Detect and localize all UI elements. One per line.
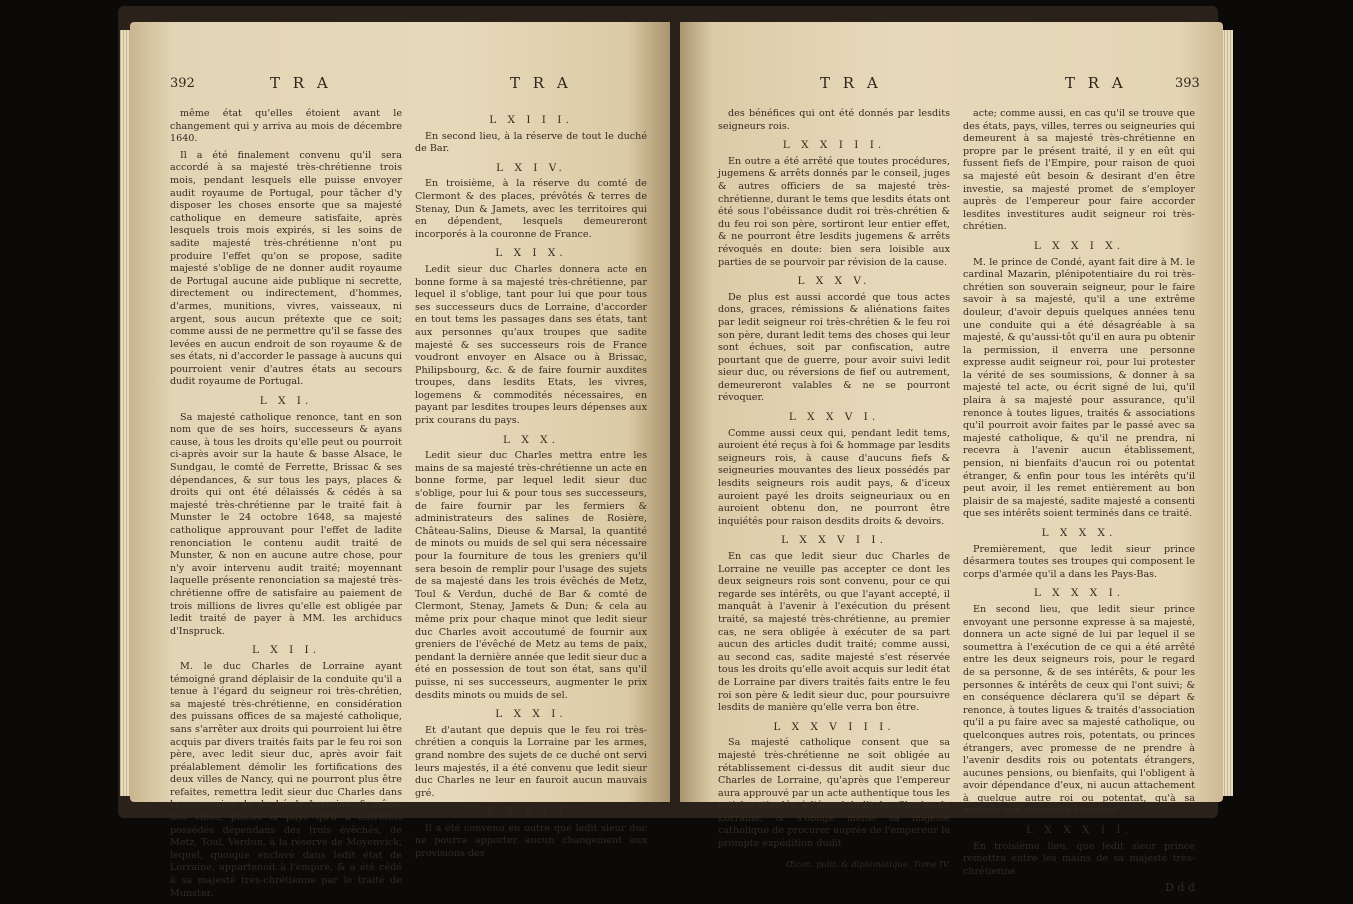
article-heading: L X X X. — [1041, 527, 1117, 539]
running-head: T R A — [820, 74, 882, 92]
paragraph: M. le duc Charles de Lorraine ayant témoigné grand déplaisir de la conduite qu'il a tenue à l'égard du seigneur roi très-chrétien, sa majesté très-chrétienne, en considération des puissans offices de sa majesté catholique, sans s'arrêter aux droits qui pourroient lui être acquis par divers traités faits par le feu roi son père, avec ledit sieur duc, après avoir fait préalablement démolir les fortifications des deux villes de Nancy, qui ne pourront plus être refaites, remettra ledit sieur duc Charles dans la possession du duché de Lorraine, & même des villes, places & pays qu'il a autrefois possédés dépendans des trois évêchés, de Metz, Toul, Verdun, à la réserve de Moyenvick, lequel, quoique enclavé dans ledit état de Lorraine, appartenoit à l'empire, & a été cédé à sa majesté très-chrétienne par le traité de Munster. — [170, 660, 402, 899]
page-number: 392 — [170, 76, 195, 91]
right-column-1 — [718, 108, 950, 871]
article-heading: L X X X I. — [1033, 587, 1125, 600]
paragraph: Sa majesté catholique consent que sa majesté très-chrétienne ne soit obligée au rétablissement ci-dessus dit audit sieur duc Charles de Lorraine, qu'après que l'empereur aura approuvé par un acte authentique tous les articles stipulés, à l'égard dudit duc Charles de Lorraine; & s'oblige même sa majesté catholique de procurer auprès de l'empereur la prompte expédition dudit — [718, 737, 950, 850]
article-heading: L X X I I. — [487, 806, 575, 819]
paragraph: des bénéfices qui ont été donnés par lesdits seigneurs rois. — [718, 108, 950, 132]
footnote: Œcon. polit. & diplomatique. Tome IV. — [785, 859, 950, 870]
paragraph: M. le prince de Condé, ayant fait dire à M. le cardinal Mazarin, plénipotentiaire du roi très-chrétien son souverain seigneur, pour le faire savoir à sa majesté, qu'il a une extrême douleur, d'avoir depuis quelques années tenu une conduite qui a été désagréable à sa majesté, & qu'aussi-tôt qu'il en aura pu obtenir la permission, il enverra une personne expresse audit seigneur roi, pour lui protester la vérité de ses soumissions, & donner à sa majesté tel acte, ou écrit signé de lui, qu'il plaira à sa majesté pour assurance, qu'il renonce à toutes ligues, traités & associations qu'il pourroit avoir faites par le passé avec sa majesté catholique, & qu'il ne prendra, ni recevra à l'avenir aucun établissement, pension, ni bienfaits d'aucun roi ou potentat étranger, & enfin pour tous les intérêts qu'il peut avoir, il les remet entièrement au bon plaisir de sa majesté, sadite majesté a consenti que ses intérêts soient terminés dans ce traité. — [963, 256, 1195, 520]
paragraph: Comme aussi ceux qui, pendant ledit tems, auroient été reçus à foi & hommage par lesdits seigneurs rois, à cause d'aucuns fiefs & seigneuries mouvantes des lieux possédés par lesdits seigneurs rois audit pays, & d'iceux auroient payé les droits seigneuriaux ou en auroient obtenu don, ne pourront être inquiétés pour raison desdits droits & devoirs. — [718, 427, 950, 527]
article-heading: L X I I I. — [489, 114, 573, 126]
running-head-col2: T R A — [510, 74, 572, 92]
article-heading: L X X V I I. — [781, 534, 887, 547]
right-column-2 — [963, 108, 1195, 895]
article-heading: L X X X I I. — [1026, 824, 1132, 837]
article-heading: L X X I X. — [1033, 239, 1125, 252]
section-body — [170, 108, 402, 389]
paragraph: Premièrement, que ledit sieur prince désarmera toutes ses troupes qui composent le corps d'armée qu'il a dans les Pays-Bas. — [963, 543, 1195, 580]
paragraph: Ledit sieur duc Charles mettra entre les mains de sa majesté très-chrétienne un acte en bonne forme, par lequel ledit sieur duc s'oblige, pour lui & pour tous ses successeurs, de faire fournir par les fermiers & administrateurs des salines de Rosière, Château-Salins, Dieuse & Marsal, la quantité de minots ou muids de sel qui sera nécessaire pour la fourniture de tous les greniers qu'il sera besoin de remplir pour l'usage des sujets de sa majesté dans les trois évêchés de Metz, Toul & Verdun, duché de Bar & comté de Clermont, Stenay, Jamets & Dun; & cela au même prix pour chaque minot que ledit sieur duc Charles avoit accoutumé de fournir aux greniers de l'évêché de Metz au tems de paix, pendant la dernière année que ledit sieur duc a été en possession de tout son état, sans qu'il puisse, ni ses successeurs, augmenter le prix desdits minots ou muids de sel. — [415, 450, 647, 701]
running-head-col2: T R A — [1065, 74, 1127, 92]
paragraph: En second lieu, que ledit sieur prince envoyant une personne expresse à sa majesté, donnera un acte signé de lui par lequel il se soumettra à l'exécution de ce qui a été arrêté entre les deux seigneurs rois, pour le regard de sa personne, & de ses intérêts, & pour les personnes & intérêts de ceux qui l'ont suivi; & en conséquence déclarera qu'il se départ & renonce, à toutes ligues & traités d'association qu'il a pu faire avec sa majesté catholique, ou quelconques autres rois, potentats, ou princes étrangers, avec promesse de ne prendre à l'avenir desdits rois ou potentats étrangers, aucunes pensions, ou bienfaits, qui l'obligent à avoir dépendance d'eux, ni aucun attachement à quelque autre roi ou potentat, qu'à sa majesté son souverain seigneur. — [963, 603, 1195, 817]
paragraph: En outre a été arrêté que toutes procédures, jugemens & arrêts donnés par le conseil, juges & autres officiers de sa majesté très-chrétienne, durant le tems que lesdits états ont été sous l'obéissance dudit roi très-chrétien & du feu roi son père, sortiront leur entier effet, & ne pourront être lesdits jugemens & arrêts révoqués en doute: bien sera loisible aux parties de se pourvoir par révision de la cause. — [718, 155, 950, 268]
article-heading: L X X I. — [495, 708, 567, 721]
paragraph: En troisième, à la réserve du comté de Clermont & des places, prévôtés & terres de Stenay, Dun & Jamets, avec les territoires qui en dépendent, lesquels demeureront incorporés à la couronne de France. — [415, 178, 647, 240]
article-heading: L X X V I I I. — [773, 720, 895, 733]
paragraph: Ledit sieur duc Charles donnera acte en bonne forme à sa majesté très-chrétienne, par lequel il s'oblige, tant pour lui que pour tous ses successeurs ducs de Lorraine, d'accorder en tout tems les passages dans ses états, tant aux personnes qu'aux troupes que sadite majesté & ses successeurs rois de France voudront envoyer en Alsace ou à Brissac, Philipsbourg, &c. & de faire fournir auxdites troupes, dans lesdits Etats, les vivres, logemens & commodités nécessaires, en payant par lesdites troupes leurs dépenses aux prix courans du pays. — [415, 263, 647, 427]
paragraph: même état qu'elles étoient avant le changement qui y arriva au mois de décembre 1640. — [170, 108, 402, 145]
paragraph: De plus est aussi accordé que tous actes dons, graces, rémissions & aliénations faites par ledit seigneur roi très-chrétien & le feu roi son père, durant ledit tems des choses qui leur sont échues, soit par confiscation, autre pourtant que de guerre, pour avoir suivi ledit sieur duc, ou réversions de fief ou autrement, demeureront valables & ne se pourront révoquer. — [718, 291, 950, 404]
article-heading: L X I V. — [496, 161, 566, 174]
paragraph: Et d'autant que depuis que le feu roi très-chrétien a conquis la Lorraine par les armes, grand nombre des sujets de ce duché ont servi leurs majestés, il a été convenu que ledit sieur duc Charles ne leur en fauroit aucun mauvais gré. — [415, 724, 647, 799]
paragraph: Il a été finalement convenu qu'il sera accordé à sa majesté très-chrétienne trois mois, pendant lesquels elle puisse envoyer audit royaume de Portugal, pour tâcher d'y disposer les choses ensorte que sa majesté catholique en demeure satisfaite, après lesquels trois mois expirés, si les soins de sadite majesté très-chrétienne n'ont pu produire l'effet qu'on se propose, sadite majesté s'oblige de ne donner audit royaume de Portugal aucune aide publique ni secrette, directement ou indirectement, d'hommes, d'armes, munitions, vivres, vaisseaux, ni argent, sous aucun prétexte que ce soit; comme aussi de ne permettre qu'il se fasse des levées en aucun endroit de son royaume & de ses états, ni d'accorder le passage à aucuns qui pourroient venir d'autres états au secours dudit royaume de Portugal. — [170, 149, 402, 388]
paragraph: Sa majesté catholique renonce, tant en son nom que de ses hoirs, successeurs & ayans cause, à tous les droits qu'elle peut ou pourroit ci-après avoir sur la haute & basse Alsace, le Sundgau, le comté de Ferrette, Brissac & ses dépendances, & sur tous les pays, places & droits qui ont été délaissés & cédés à sa majesté très-chrétienne par le traité fait à Munster le 24 octobre 1648, sa majesté catholique approuvant pour l'effet de ladite renonciation le contenu audit traité de Munster, & non en aucune autre chose, pour n'y avoir intervenu audit traité; moyennant laquelle présente renonciation sa majesté très-chrétienne offre de satisfaire au paiement de trois millions de livres qu'elle est obligée par ledit traité de payer à MM. les archiducs d'Inspruck. — [170, 411, 402, 637]
article-heading: L X X V. — [797, 275, 871, 288]
signature-mark: D d d — [1165, 881, 1195, 895]
article-heading: L X I X. — [495, 247, 567, 260]
left-column-1 — [170, 108, 402, 904]
paragraph: En troisième lieu, que ledit sieur prince remettra entre les mains de sa majesté très-chrétienne — [963, 840, 1195, 877]
paragraph: acte; comme aussi, en cas qu'il se trouve que des états, pays, villes, terres ou seigneuries qui demeurent à sa majesté très-chrétienne en propre par le présent traité, il y en eût qui fussent fiefs de l'Empire, pour raison de quoi sa majesté eût besoin & desirant d'en être investie, sa majesté promet de s'employer auprès de l'empereur pour faire accorder lesdites investitures audit seigneur roi très-chrétien. — [963, 108, 1195, 233]
article-heading: L X X. — [503, 433, 559, 446]
paragraph: Il a été convenu en outre que ledit sieur duc ne pourra apporter aucun changement aux provisions des — [415, 822, 647, 860]
paragraph: En second lieu, à la réserve de tout le duché de Bar. — [415, 130, 647, 155]
right-page — [680, 22, 1223, 895]
article-heading: L X I. — [259, 395, 313, 408]
page-number: 393 — [1175, 76, 1200, 91]
running-head: T R A — [270, 74, 332, 92]
article-heading: L X X V I. — [788, 411, 880, 424]
paragraph: En cas que ledit sieur duc Charles de Lorraine ne veuille pas accepter ce dont les deux seigneurs rois sont convenu, pour ce qui regarde ses intérêts, ou que l'ayant accepté, il manquât à l'avenir à l'exécution du présent traité, sa majesté très-chrétienne, au premier cas, ne sera obligée à exécuter de sa part aucun des articles dudit traité; comme aussi, au second cas, sadite majesté s'est réservée tous les droits qu'elle avoit acquis sur ledit état de Lorraine par divers traités faits entre le feu roi son père & ledit sieur duc, pour poursuivre lesdits de manière qu'elle verra bon être. — [718, 551, 950, 714]
left-page — [130, 22, 670, 899]
article-heading: L X I I. — [251, 644, 321, 657]
article-heading: L X X I I I. — [782, 139, 886, 152]
left-column-2 — [415, 108, 647, 865]
